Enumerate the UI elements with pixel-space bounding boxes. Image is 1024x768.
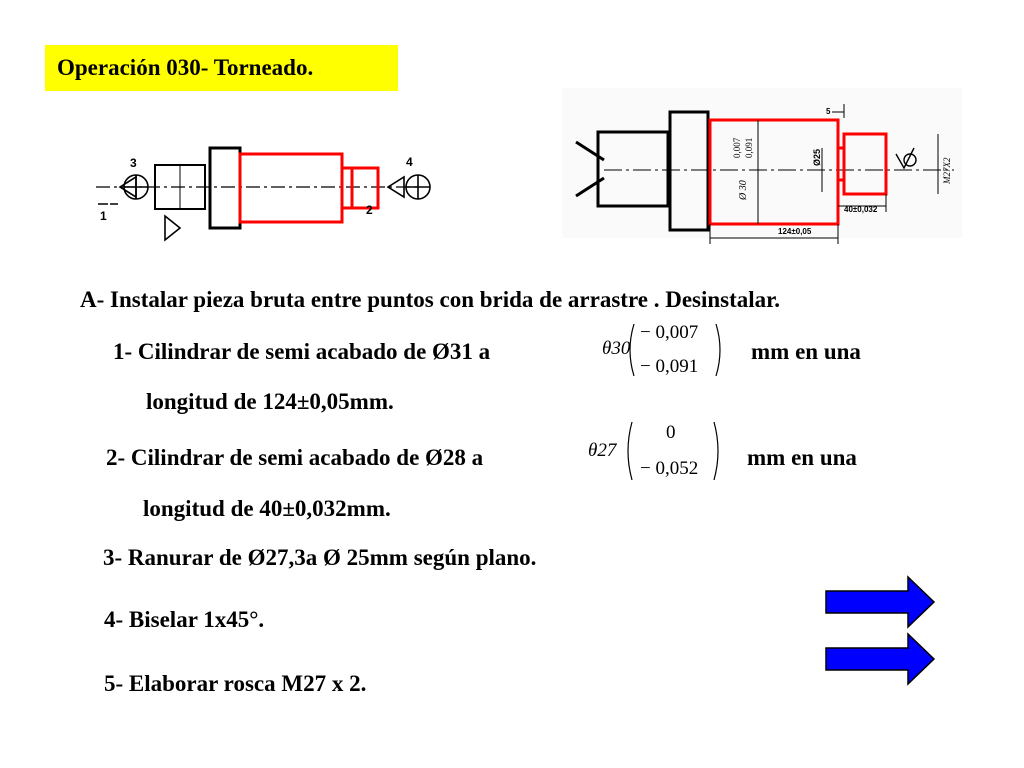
step2-lower: − 0,052 xyxy=(640,458,699,479)
locator-symbol-right xyxy=(388,175,430,199)
label-1: 1 xyxy=(100,209,107,223)
operation-heading: A- Instalar pieza bruta entre puntos con brida de arrastre . Desinstalar. xyxy=(80,287,781,312)
title-banner xyxy=(45,45,398,91)
setup-sketch xyxy=(90,140,430,250)
dim-len40: 40±0,032 xyxy=(844,205,878,214)
step1-line2: longitud de 124±0,05mm. xyxy=(146,389,394,414)
dim-5: 5 xyxy=(826,107,831,116)
dim-dia30: Ø 30 xyxy=(738,180,749,200)
step2-symbol: θ27 xyxy=(588,440,617,461)
step2-line1: 2- Cilindrar de semi acabado de Ø28 a xyxy=(106,445,484,470)
step2-unit: mm en una xyxy=(747,445,857,470)
step3: 3- Ranurar de Ø27,3a Ø 25mm según plano. xyxy=(103,545,537,570)
page-title: Operación 030- Torneado. xyxy=(57,55,314,80)
technical-drawing xyxy=(562,88,962,248)
step1-lower: − 0,091 xyxy=(640,356,699,377)
step5: 5- Elaborar rosca M27 x 2. xyxy=(104,671,367,696)
dim-len124: 124±0,05 xyxy=(778,227,812,236)
next-arrow-icon[interactable] xyxy=(824,632,938,688)
next-arrow-icon[interactable] xyxy=(824,575,938,631)
dim-tol-upper: 0,007 xyxy=(732,137,742,158)
step2-line2: longitud de 40±0,032mm. xyxy=(143,496,391,521)
step1-upper: − 0,007 xyxy=(640,322,699,343)
step1-line1: 1- Cilindrar de semi acabado de Ø31 a xyxy=(113,339,491,364)
driver-symbol xyxy=(165,216,180,240)
dim-dia25: Ø25 xyxy=(812,148,822,166)
dim-thread: M27X2 xyxy=(942,157,952,184)
dim-tol-lower: 0,091 xyxy=(744,137,754,158)
label-2: 2 xyxy=(366,203,373,217)
step1-unit: mm en una xyxy=(751,339,861,364)
locator-symbol-left xyxy=(120,175,148,199)
step2-upper: 0 xyxy=(666,422,676,443)
step4: 4- Biselar 1x45°. xyxy=(104,607,265,632)
label-4: 4 xyxy=(406,155,413,169)
label-3: 3 xyxy=(130,156,137,170)
step1-symbol: θ30 xyxy=(602,338,631,359)
